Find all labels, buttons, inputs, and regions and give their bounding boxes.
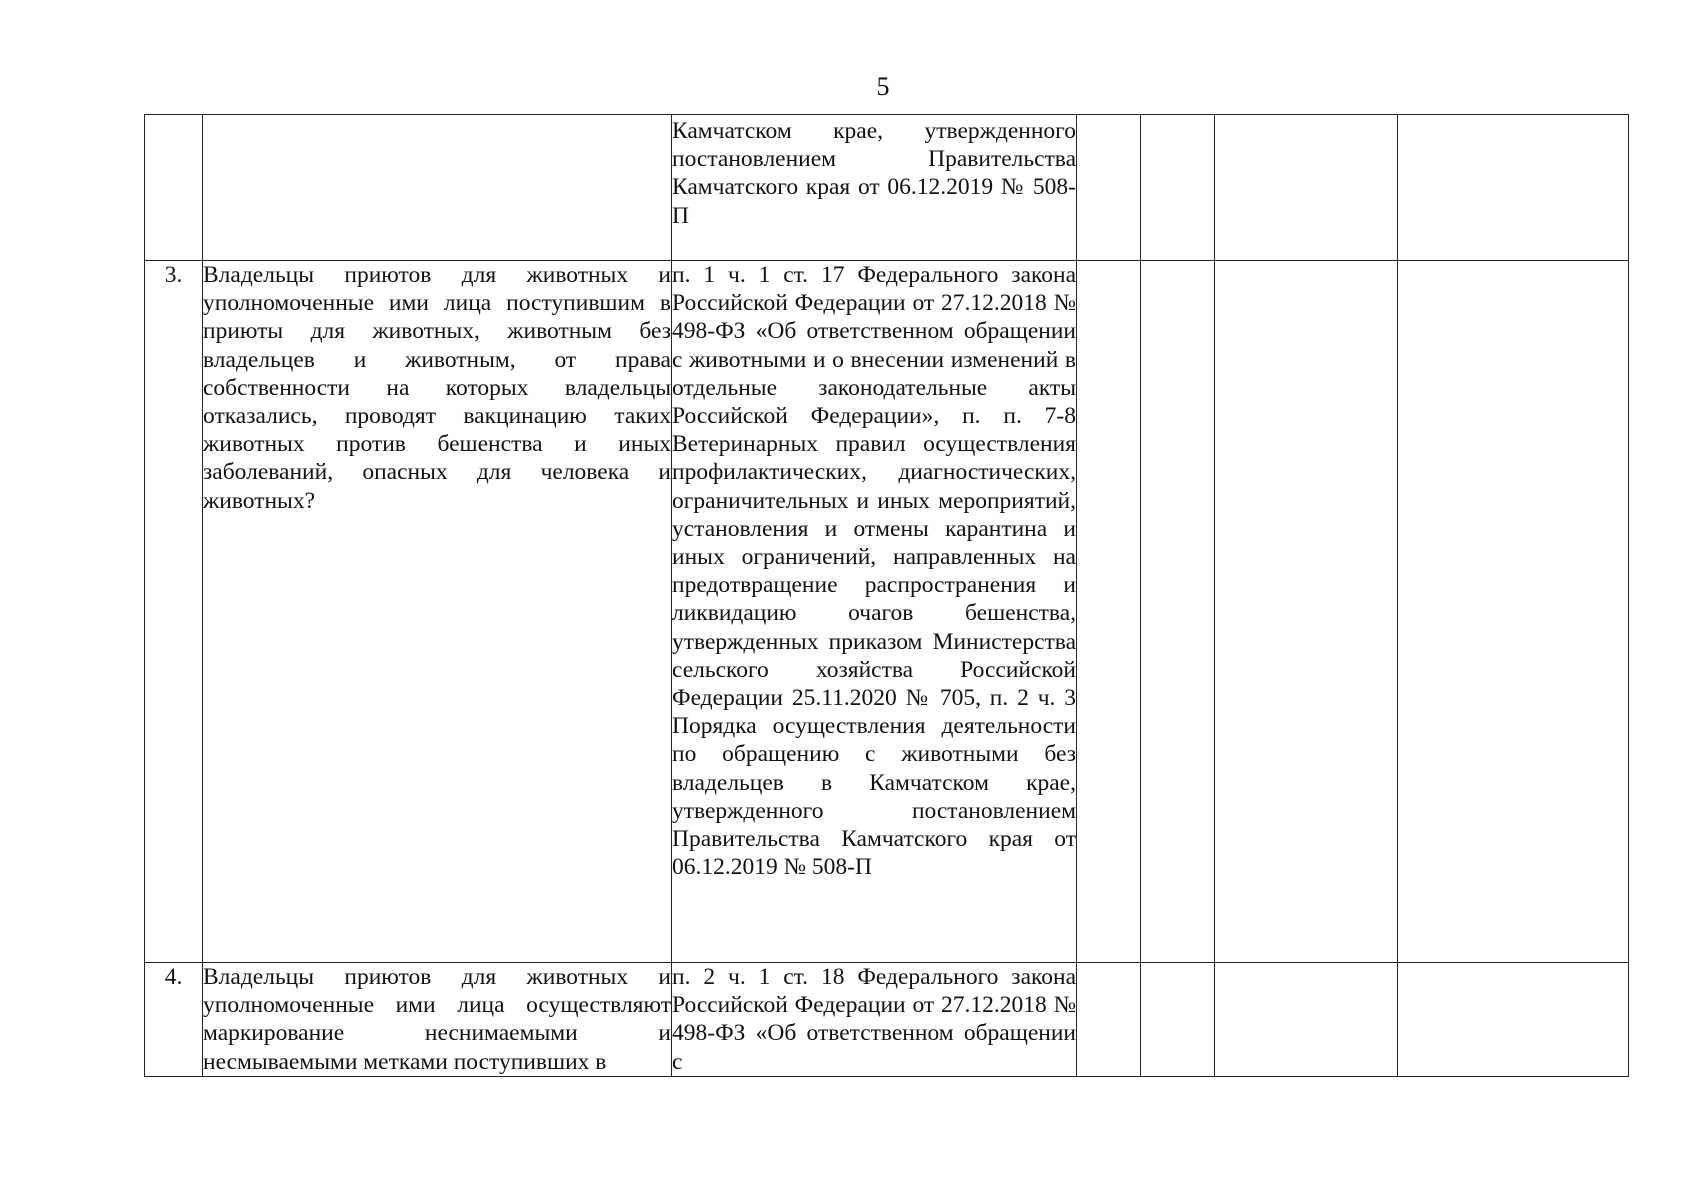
table-row (145, 963, 1629, 1077)
legal-reference-cell: п. 1 ч. 1 ст. 17 Федерального закона Российской Федерации от 27.12.2018 № 498-ФЗ «Об ответственном обращении с животными и о внесении изменений в отдельные законодательные акты Российской Федерации», п. п. 7-8 Ветеринарных правил осуществления профилактических, диагностических, ограничительных и иных мероприятий, установления и отмены карантина и иных ограничений, направленных на предотвращение распространения и ликвидацию очагов бешенства, утвержденных приказом Министерства сельского хозяйства Российской Федерации 25.11.2020 № 705, п. 2 ч. 3 Порядка осуществления деятельности по обращению с животными без владельцев в Камчатском крае, утвержденного постановлением Правительства Камчатского края от 06.12.2019 № 508-П (672, 261, 1077, 963)
legal-reference-cell: п. 2 ч. 1 ст. 18 Федерального закона Российской Федерации от 27.12.2018 № 498-ФЗ «Об ответственном обращении с (672, 964, 1076, 1075)
empty-cell (1215, 963, 1398, 1077)
empty-cell (1398, 261, 1629, 963)
empty-cell (1141, 261, 1215, 963)
row-number: 3. (145, 261, 203, 963)
row-number (145, 115, 203, 261)
empty-cell (1077, 115, 1141, 261)
checklist-table (144, 114, 1629, 1077)
table-row (145, 261, 1629, 963)
empty-cell (1215, 115, 1398, 261)
table-row (145, 115, 1629, 261)
empty-cell (1141, 963, 1215, 1077)
legal-reference-cell: Камчатском крае, утвержденного постановлением Правительства Камчатского края от 06.12.2019 № 508-П (672, 115, 1077, 261)
empty-cell (1398, 115, 1629, 261)
empty-cell (1215, 261, 1398, 963)
empty-cell (1398, 963, 1629, 1077)
question-cell (203, 115, 672, 261)
empty-cell (1077, 963, 1141, 1077)
page-number: 5 (876, 72, 890, 101)
question-cell: Владельцы приютов для животных и уполномоченные ими лица поступившим в приюты для животных, животным без владельцев и животным, от права собственности на которых владельцы отказались, проводят вакцинацию таких животных против бешенства и иных заболеваний, опасных для человека и животных? (203, 261, 672, 963)
empty-cell (1141, 115, 1215, 261)
empty-cell (1077, 261, 1141, 963)
row-number: 4. (145, 963, 203, 1077)
question-cell: Владельцы приютов для животных и уполномоченные ими лица осуществляют маркирование неснимаемыми и несмываемыми метками поступивших в (203, 964, 671, 1075)
